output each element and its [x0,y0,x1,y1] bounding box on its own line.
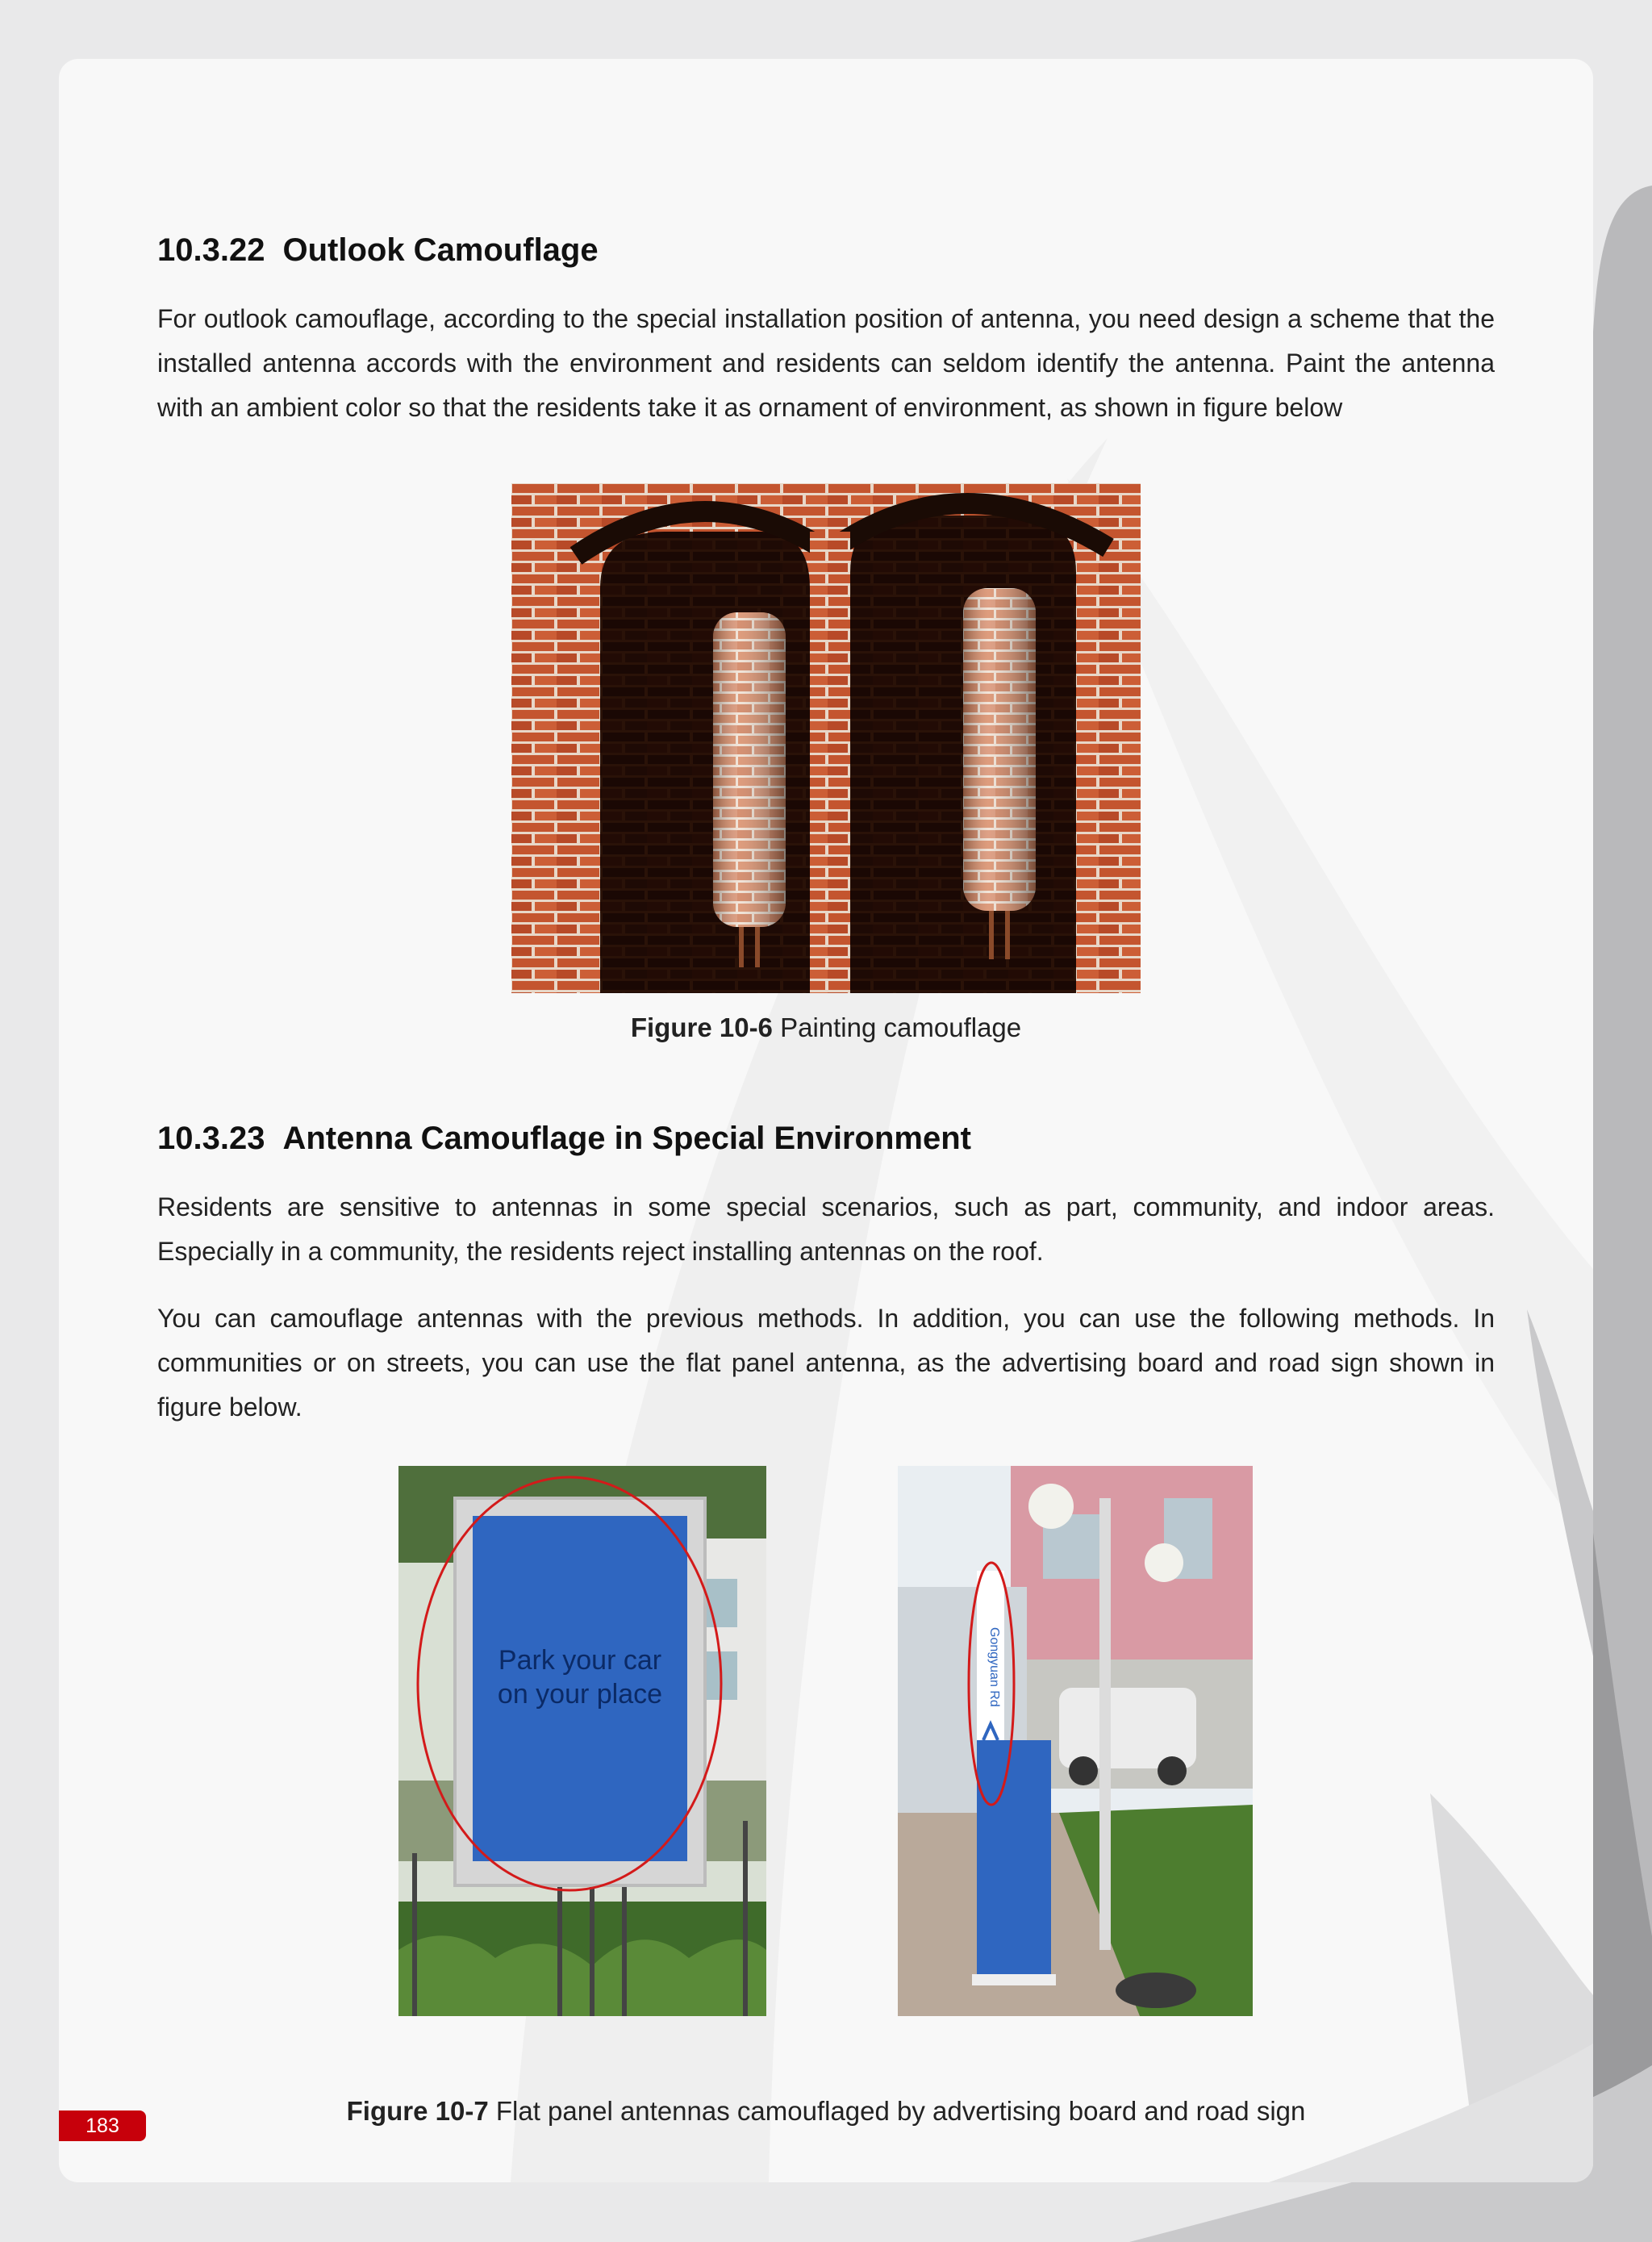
board-text-line2: on your place [497,1679,663,1710]
figure-label: Figure 10-6 [630,1012,773,1042]
paragraph-camouflage-methods: You can camouflage antennas with the previous methods. In addition, you can use the following methods. In communities or on streets, you can use the flat panel antenna, as the advertising board and road sign shown in figure below. [157,1304,1495,1422]
figure-10-7-caption [59,2096,1593,2127]
page-number: 183 [59,2110,146,2141]
board-text-line1: Park your car [498,1645,662,1676]
figure-label: Figure 10-7 [346,2096,489,2126]
paragraph-sensitive-residents: Residents are sensitive to antennas in some special scenarios, such as part, community, and indoor areas. Especially in a community, the residents reject installing antennas on the roof. [157,1192,1495,1266]
section-title: Antenna Camouflage in Special Environment [282,1121,971,1156]
paragraph-outlook-camouflage: For outlook camouflage, according to the special installation position of antenna, you need design a scheme that the installed antenna accords with the environment and residents can seldom identify the antenna. Paint the antenna with an ambient color so that the residents take it as ornament of environment, as shown in figure below [157,304,1495,422]
section-number: 10.3.22 [157,232,265,268]
document-page [59,59,1593,2182]
advertising-board-photo [398,1466,766,2016]
road-sign-photo [898,1466,1253,2016]
section-heading-special-environment [157,1121,971,1157]
section-title: Outlook Camouflage [282,232,599,268]
figure-caption-text: Flat panel antennas camouflaged by advertising board and road sign [495,2096,1306,2126]
road-sign-text: Gongyuan Rd [987,1627,1001,1707]
figure-10-6-caption [59,1012,1593,1043]
figure-caption-text: Painting camouflage [780,1012,1022,1042]
painting-camouflage-photo [511,483,1141,993]
section-heading-outlook-camouflage [157,232,599,269]
section-number: 10.3.23 [157,1121,265,1156]
